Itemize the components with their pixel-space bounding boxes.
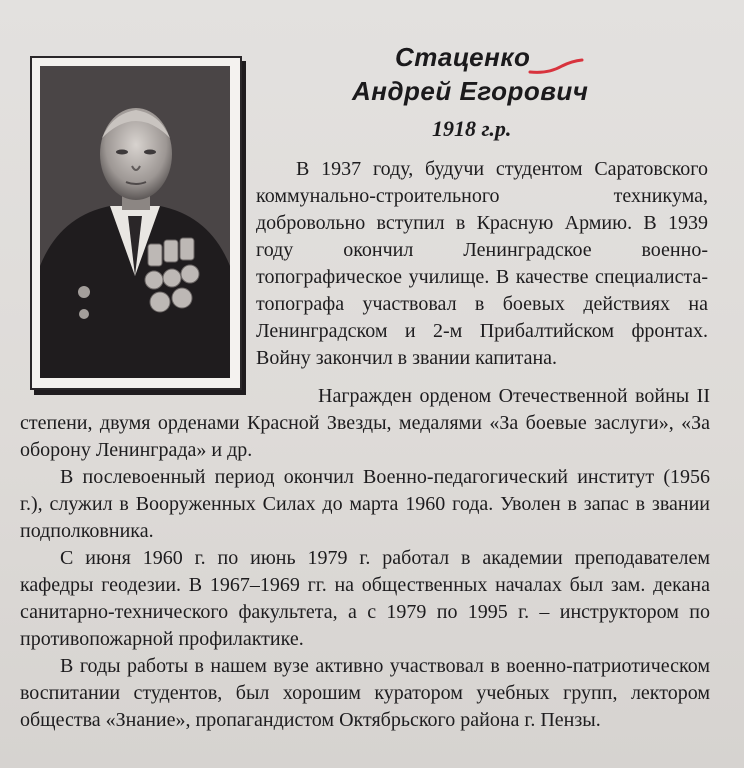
red-pen-mark (528, 58, 584, 76)
paragraph-4-text: С июня 1960 г. по июнь 1979 г. работал в академии преподавателем кафедры геодезии. В 1967–1969 гг. на общественных началах был зам. декана санитарно-технического факультета, а с 1979 по 1995 г. – инструктором по противопожарной профилактике. (20, 547, 710, 650)
paragraph-2 (20, 383, 710, 464)
paragraph-2-text: Награжден орденом Отечественной войны II степени, двумя орденами Красной Звезды, медалями «За боевые заслуги», «За оборону Ленинграда» и др. (20, 385, 710, 461)
paragraph-5-text: В годы работы в нашем вузе активно участвовал в военно-патриотическом воспитании студентов, был хорошим куратором учебных групп, лектором общества «Знание», пропагандистом Октябрьского района г. Пензы. (20, 655, 710, 731)
portrait-illustration (40, 66, 230, 378)
paragraph-3 (20, 464, 710, 545)
given-names-heading: Андрей Егорович (352, 76, 589, 106)
portrait-frame (30, 56, 242, 390)
paragraph-1 (256, 156, 708, 372)
paragraph-4 (20, 545, 710, 653)
surname-heading: Стаценко (395, 42, 531, 72)
paragraph-1-text: В 1937 году, будучи студентом Саратовского коммунально-строительного техникума, добровольно вступил в Красную Армию. В 1939 году окончил Ленинградское военно-топографическое училище. В качестве специалиста-топографа участвовал в боевых действиях на Ленинградском и 2-м Прибалтийском фронтах. Войну закончил в звании капитана. (256, 158, 708, 369)
portrait-photo (40, 66, 230, 378)
paragraph-3-text: В послевоенный период окончил Военно-педагогический институт (1956 г.), служил в Вооруженных Силах до марта 1960 года. Уволен в запас в звании подполковника. (20, 466, 710, 542)
birth-year: 1918 г.р. (432, 116, 512, 141)
paragraph-5 (20, 653, 710, 734)
